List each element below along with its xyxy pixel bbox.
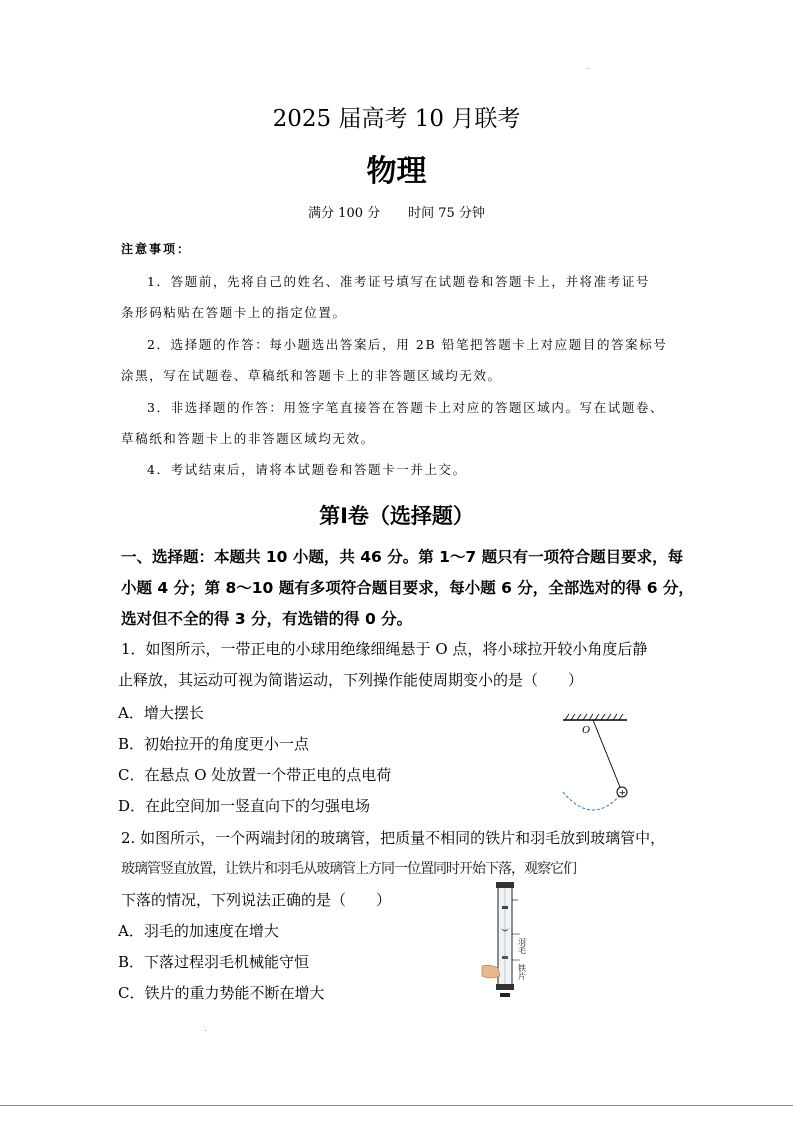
notice-line: 涂黑，写在试题卷、草稿纸和答题卡上的非答题区域均无效。 (121, 368, 502, 383)
q1-option-b: B．初始拉开的角度更小一点 (118, 735, 310, 753)
section-intro-line: 小题 4 分；第 8～10 题有多项符合题目要求，每小题 6 分，全部选对的得 6 分， (121, 579, 694, 597)
section-intro-line: 选对但不全的得 3 分，有选错的得 0 分。 (121, 610, 413, 628)
notice-line: 1．答题前，先将自己的姓名、准考证号填写在试题卷和答题卡上，并将准考证号 (147, 274, 651, 289)
pivot-label: O (582, 724, 590, 736)
q2-option-c: C．铁片的重力势能不断在增大 (118, 984, 325, 1002)
notice-line: 4．考试结束后，请将本试题卷和答题卡一并上交。 (147, 462, 467, 477)
iron-label: 铁片 (517, 964, 527, 980)
full-score: 满分 100 分 (308, 206, 381, 221)
q1-stem-line: 1．如图所示，一带正电的小球用绝缘细绳悬于 O 点，将小球拉开较小角度后静 (121, 640, 648, 658)
q2-stem-line: 下落的情况，下列说法正确的是（ ） (121, 891, 392, 909)
scan-dot (588, 68, 589, 69)
q2-stem-line: 2. 如图所示，一个两端封闭的玻璃管，把质量不相同的铁片和羽毛放到玻璃管中， (121, 829, 666, 847)
q1-option-c: C．在悬点 O 处放置一个带正电的点电荷 (118, 766, 392, 784)
q2-option-a: A．羽毛的加速度在增大 (118, 922, 279, 940)
q2-stem-line: 玻璃管竖直放置，让铁片和羽毛从玻璃管上方同一位置同时开始下落，观察它们 (121, 861, 576, 877)
section-intro-line: 一、选择题：本题共 10 小题，共 46 分。第 1～7 题只有一项符合题目要求，每 (121, 548, 684, 566)
q2-option-b: B．下落过程羽毛机械能守恒 (118, 953, 310, 971)
q1-option-a: A．增大摆长 (118, 704, 204, 722)
notice-line: 2．选择题的作答：每小题选出答案后，用 2B 铅笔把答题卡上对应题目的答案标号 (147, 337, 668, 352)
notice-line: 条形码粘贴在答题卡上的指定位置。 (121, 305, 347, 320)
glass-tube-figure (478, 880, 548, 1005)
exam-time: 时间 75 分钟 (408, 206, 485, 221)
pendulum-figure (555, 710, 635, 815)
page-bottom-rule (0, 1105, 793, 1106)
exam-title: 2025 届高考 10 月联考 (272, 106, 521, 132)
q1-stem-line: 止释放，其运动可视为简谐运动，下列操作能使周期变小的是（ ） (118, 671, 584, 689)
exam-meta (0, 202, 793, 221)
scan-dot (205, 1030, 206, 1031)
section-title: 第Ⅰ卷（选择题） (319, 504, 474, 528)
q1-option-d: D．在此空间加一竖直向下的匀强电场 (118, 797, 371, 815)
subject-title: 物理 (366, 154, 427, 189)
notice-line: 3．非选择题的作答：用签字笔直接答在答题卡上对应的答题区域内。写在试题卷、 (147, 400, 665, 415)
notice-line: 草稿纸和答题卡上的非答题区域均无效。 (121, 431, 375, 446)
feather-label: 羽毛 (517, 938, 527, 954)
notice-heading: 注意事项： (121, 242, 192, 256)
charge-label: + (618, 788, 627, 799)
